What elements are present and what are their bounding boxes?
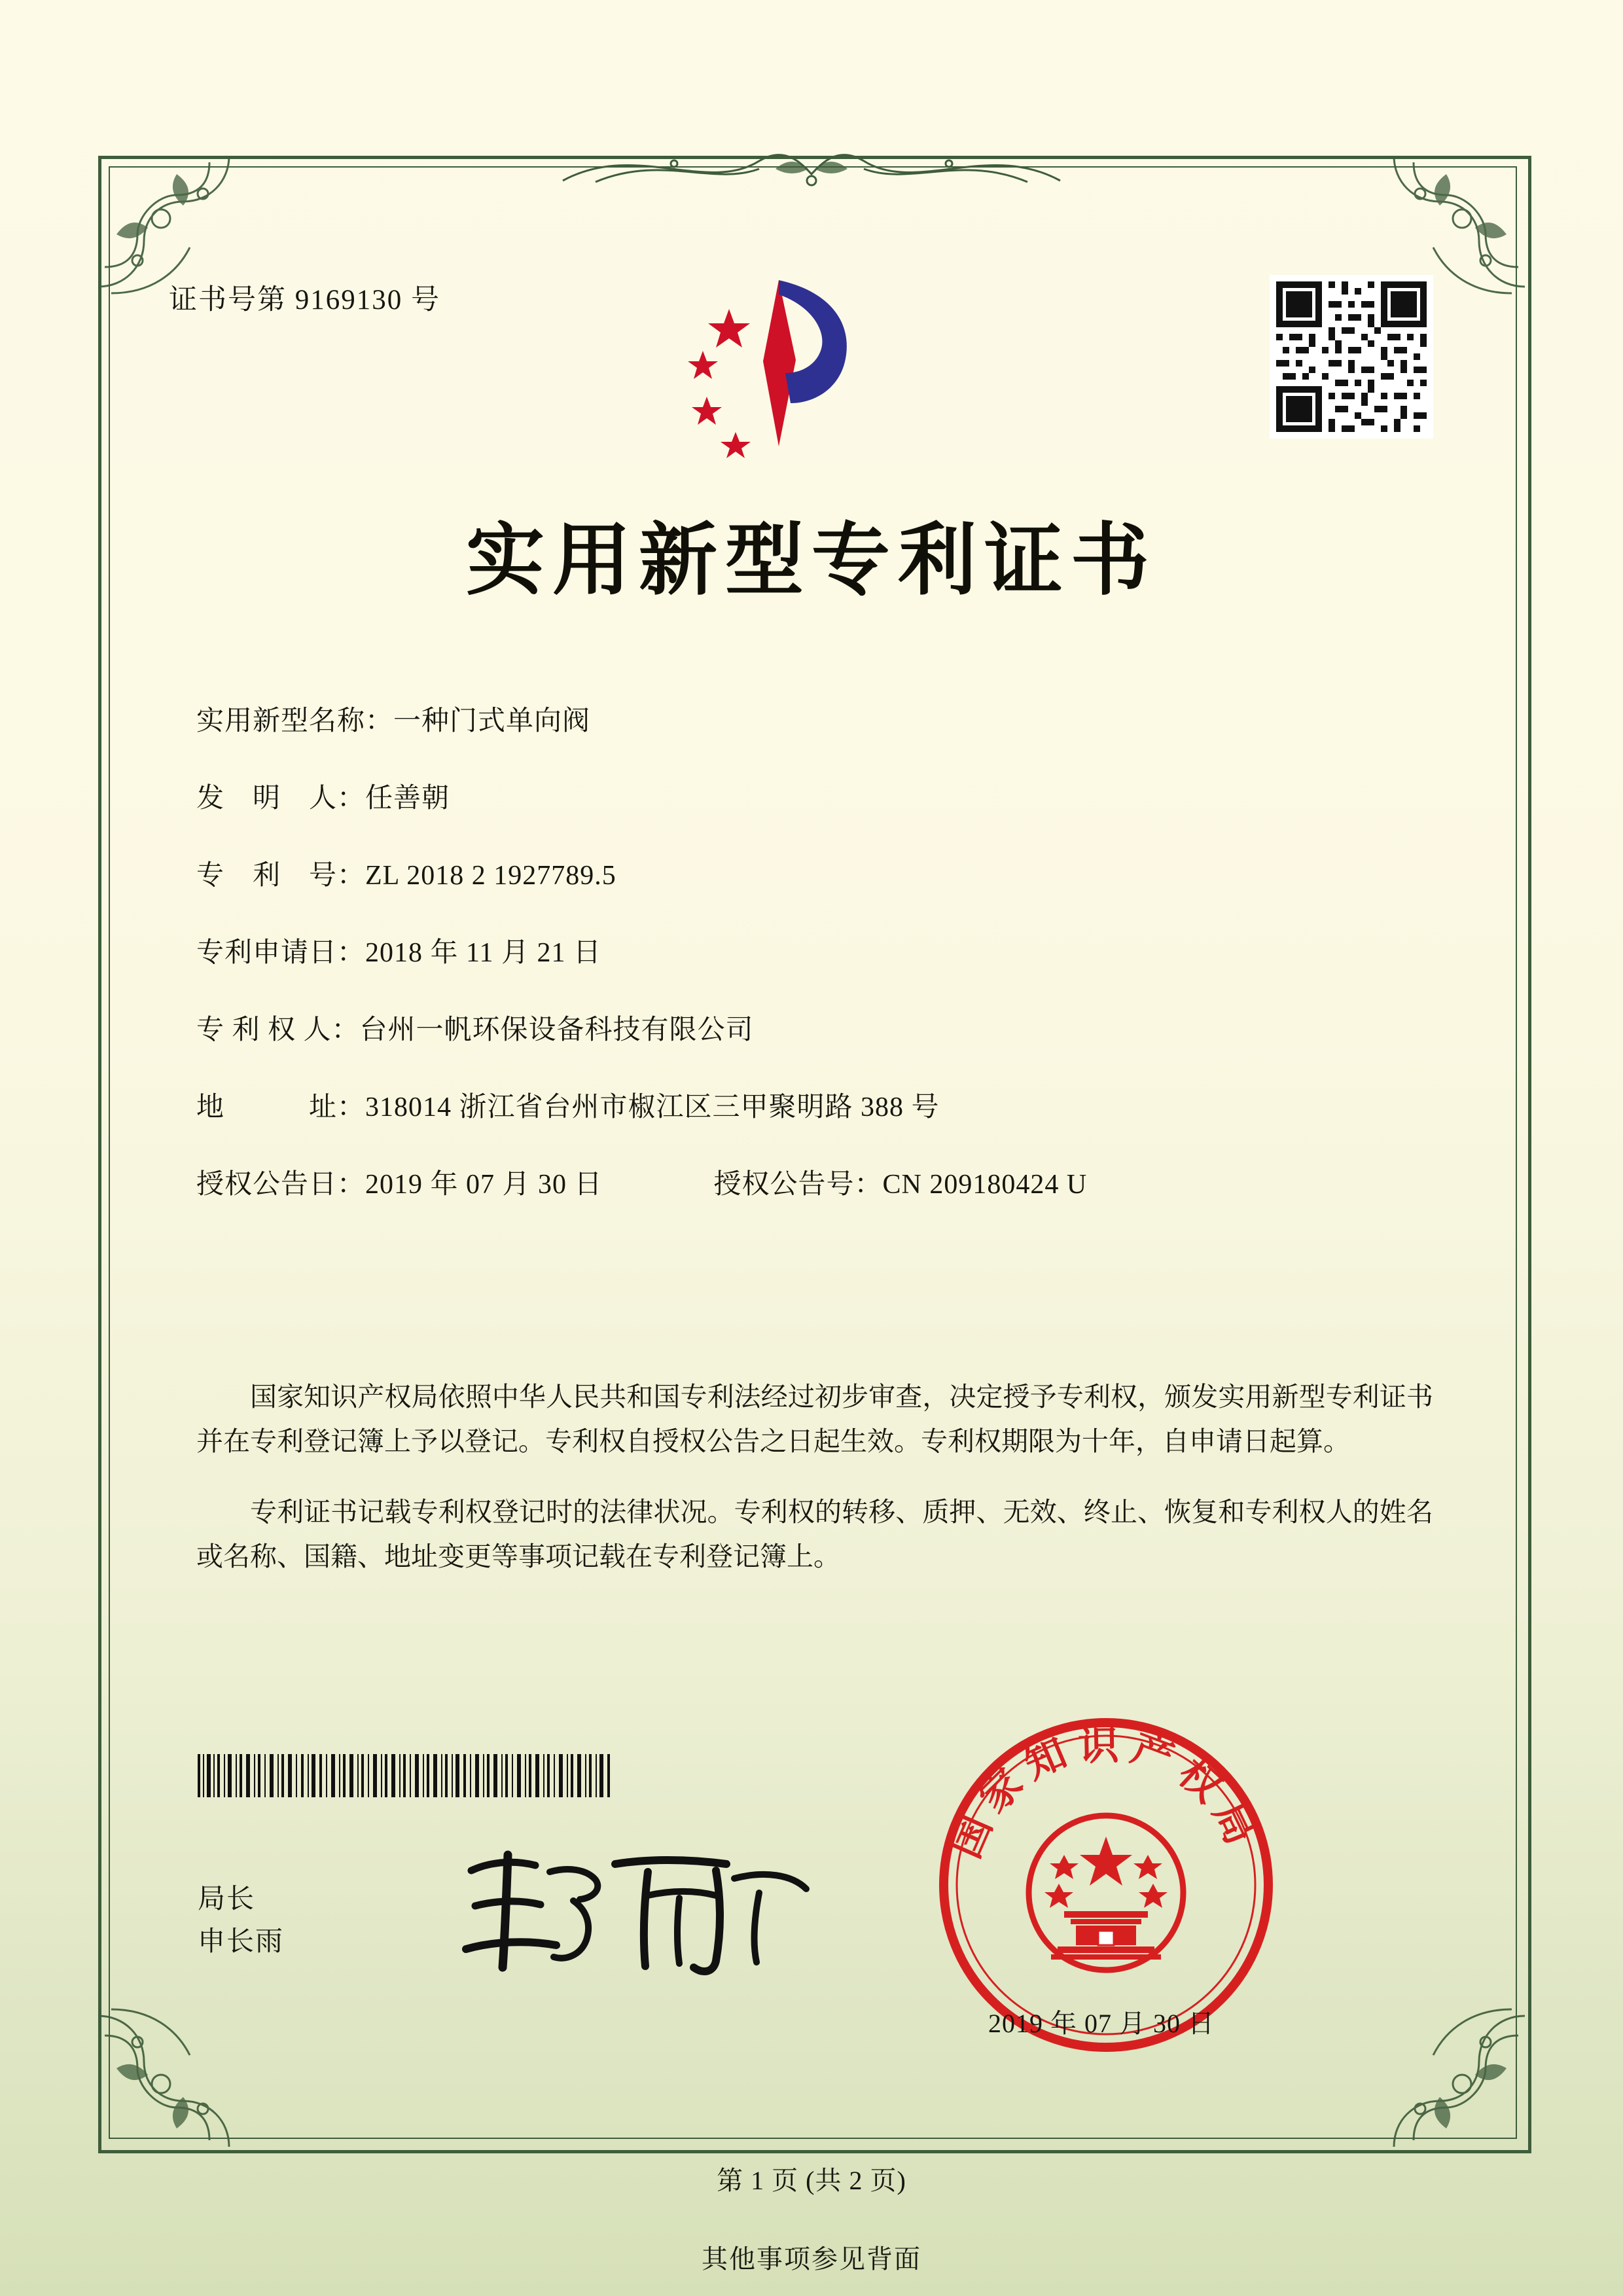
field-value: ZL 2018 2 1927789.5 <box>365 861 616 891</box>
legal-text <box>196 1348 1433 1586</box>
field-row-patent-number <box>196 853 1440 893</box>
field-value: 台州一帆环保设备科技有限公司 <box>359 1015 754 1045</box>
paragraph-registry: 专利证书记载专利权登记时的法律状况。专利权的转移、质押、无效、终止、恢复和专利权人的姓名或名称、国籍、地址变更等事项记载在专利登记簿上。 <box>196 1497 1433 1571</box>
field-row-announcement <box>196 1162 1440 1202</box>
field-row-name <box>196 699 1440 738</box>
corner-ornament-bottom-right <box>1355 2003 1525 2147</box>
certificate-number: 证书号第 9169130 号 <box>169 285 440 315</box>
handwritten-signature <box>452 1833 818 1983</box>
director-title-block <box>198 1878 284 1964</box>
field-value: 一种门式单向阀 <box>393 706 591 736</box>
barcode <box>198 1754 630 1797</box>
page-title: 实用新型专利证书 <box>466 517 1157 604</box>
announcement-date-value: 2019 年 07 月 30 日 <box>365 1170 603 1200</box>
field-value: 2018 年 11 月 21 日 <box>365 938 601 968</box>
field-row-inventor <box>196 776 1440 816</box>
page-number: 第 1 页 (共 2 页) <box>717 2166 906 2195</box>
footer-note: 其他事项参见背面 <box>702 2244 921 2274</box>
director-name: 申长雨 <box>198 1927 285 1958</box>
field-label: 专 利 权 人： <box>196 1015 360 1045</box>
director-title: 局长 <box>198 1884 256 1914</box>
field-list <box>196 699 1440 1240</box>
qr-code <box>1270 275 1433 439</box>
field-value: 任善朝 <box>365 783 450 814</box>
field-row-patentee <box>196 1008 1440 1047</box>
field-label: 实用新型名称： <box>196 706 394 736</box>
top-flourish-ornament <box>543 135 1080 194</box>
svg-text:国家知识产权局: 国家知识产权局 <box>943 1723 1267 1865</box>
announcement-date-label: 授权公告日： <box>196 1170 366 1200</box>
field-row-address <box>196 1085 1440 1124</box>
field-row-application-date <box>196 931 1440 970</box>
announcement-number-value: CN 209180424 U <box>882 1170 1088 1200</box>
field-label: 地 址： <box>196 1092 366 1122</box>
field-label: 专 利 号： <box>196 861 366 891</box>
seal-date: 2019 年 07 月 30 日 <box>988 2009 1215 2038</box>
cnipa-logo-icon <box>681 275 877 458</box>
field-label: 专利申请日： <box>196 938 366 968</box>
field-label: 发 明 人： <box>196 783 366 814</box>
paragraph-grant: 国家知识产权局依照中华人民共和国专利法经过初步审查，决定授予专利权，颁发实用新型专利证书并在专利登记簿上予以登记。专利权自授权公告之日起生效。专利权期限为十年，自申请日起算。 <box>196 1382 1433 1456</box>
corner-ornament-bottom-left <box>98 2003 268 2147</box>
field-value: 318014 浙江省台州市椒江区三甲聚明路 388 号 <box>365 1092 940 1122</box>
announcement-number-label: 授权公告号： <box>713 1170 883 1200</box>
